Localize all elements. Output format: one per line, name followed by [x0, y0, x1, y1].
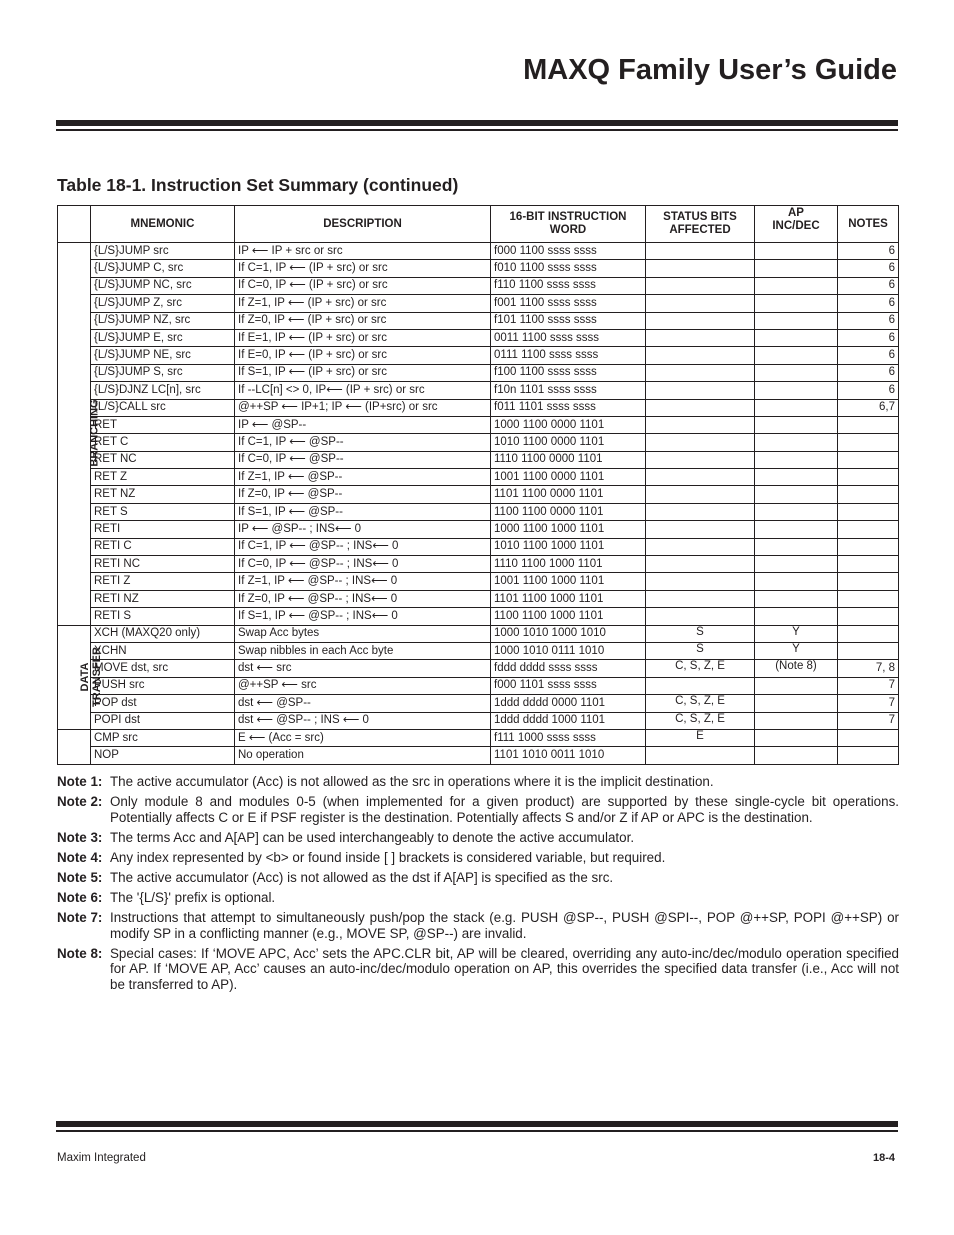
- cell-mnemonic: CMP src: [91, 729, 235, 746]
- footer-rule-thick: [56, 1121, 898, 1127]
- cell-status-bits: S: [646, 642, 755, 659]
- cell-mnemonic: PUSH src: [91, 677, 235, 694]
- cell-status-bits: [646, 329, 755, 346]
- header-rule-thick: [56, 120, 898, 126]
- table-row: [58, 451, 899, 468]
- cell-instruction-word: 1ddd dddd 0000 1101: [491, 695, 646, 712]
- cell-notes: 7: [838, 677, 899, 694]
- note-text: The active accumulator (Acc) is not allowed as the dst if A[AP] is specified as the src.: [110, 869, 614, 885]
- cell-ap-inc-dec: [755, 729, 838, 746]
- cell-mnemonic: RETI NC: [91, 556, 235, 573]
- cell-description: If S=1, IP ⟵ (IP + src) or src: [235, 364, 491, 381]
- cell-status-bits: [646, 312, 755, 329]
- cell-ap-inc-dec: [755, 243, 838, 260]
- cell-description: If Z=0, IP ⟵ (IP + src) or src: [235, 312, 491, 329]
- column-header-word-line2: WORD: [549, 224, 587, 236]
- cell-notes: [838, 556, 899, 573]
- cell-mnemonic: RET NC: [91, 451, 235, 468]
- cell-instruction-word: 1000 1010 1000 1010: [491, 625, 646, 642]
- group-label-data-transfer-line1: DATA: [78, 662, 91, 692]
- cell-description: If --LC[n] <> 0, IP⟵ (IP + src) or src: [235, 382, 491, 399]
- group-label-branching: BRANCHING: [88, 399, 101, 467]
- note-text: The active accumulator (Acc) is not allowed as the src in operations where it is the implicit destination.: [110, 774, 714, 789]
- cell-ap-inc-dec: [755, 556, 838, 573]
- cell-mnemonic: {L/S}JUMP E, src: [91, 329, 235, 346]
- cell-description: If Z=0, IP ⟵ @SP--: [235, 486, 491, 503]
- cell-description: IP ⟵ @SP-- ; INS⟵ 0: [235, 521, 491, 538]
- group-label-data-transfer: [79, 647, 103, 707]
- table-row: [58, 608, 899, 625]
- cell-status-bits: [646, 399, 755, 416]
- table-row: [58, 521, 899, 538]
- note-item: [57, 774, 899, 790]
- cell-notes: 6: [838, 364, 899, 381]
- cell-instruction-word: 1100 1100 0000 1101: [491, 503, 646, 520]
- table-row: [58, 329, 899, 346]
- cell-ap-inc-dec: [755, 364, 838, 381]
- cell-mnemonic: RET S: [91, 503, 235, 520]
- header-rule-thin: [56, 129, 898, 131]
- cell-notes: [838, 503, 899, 520]
- group-label-cell: [58, 625, 103, 729]
- cell-ap-inc-dec: [755, 416, 838, 433]
- cell-ap-inc-dec: [755, 521, 838, 538]
- cell-description: If C=0, IP ⟵ @SP--: [235, 451, 491, 468]
- cell-instruction-word: f101 1100 ssss ssss: [491, 312, 646, 329]
- cell-status-bits: C, S, Z, E: [646, 695, 755, 712]
- cell-ap-inc-dec: [755, 347, 838, 364]
- cell-notes: 6: [838, 347, 899, 364]
- cell-notes: [838, 590, 899, 607]
- cell-ap-inc-dec: [755, 277, 838, 294]
- cell-notes: 7, 8: [838, 660, 899, 677]
- cell-ap-inc-dec: [755, 295, 838, 312]
- cell-status-bits: [646, 486, 755, 503]
- cell-notes: [838, 434, 899, 451]
- cell-instruction-word: fddd dddd ssss ssss: [491, 660, 646, 677]
- cell-notes: [838, 747, 899, 764]
- table-row: [58, 486, 899, 503]
- cell-mnemonic: XCHN: [91, 642, 235, 659]
- table-row: [58, 364, 899, 381]
- cell-ap-inc-dec: [755, 434, 838, 451]
- table-row: [58, 399, 899, 416]
- cell-ap-inc-dec: [755, 503, 838, 520]
- cell-mnemonic: RETI NZ: [91, 590, 235, 607]
- column-header-ap-line1: AP: [788, 207, 804, 219]
- group-header: [58, 206, 91, 243]
- cell-status-bits: [646, 416, 755, 433]
- cell-ap-inc-dec: [755, 382, 838, 399]
- note-item: [57, 794, 899, 825]
- table-row: [58, 416, 899, 433]
- cell-status-bits: [646, 277, 755, 294]
- cell-instruction-word: 1010 1100 1000 1101: [491, 538, 646, 555]
- note-item: [57, 870, 899, 886]
- cell-ap-inc-dec: [755, 608, 838, 625]
- cell-mnemonic: RETI: [91, 521, 235, 538]
- cell-instruction-word: f111 1000 ssss ssss: [491, 729, 646, 746]
- cell-instruction-word: 1101 1100 1000 1101: [491, 590, 646, 607]
- cell-description: @++SP ⟵ src: [235, 677, 491, 694]
- table-row: [58, 312, 899, 329]
- table-row: [58, 660, 899, 677]
- cell-description: IP ⟵ @SP--: [235, 416, 491, 433]
- cell-instruction-word: 1101 1100 0000 1101: [491, 486, 646, 503]
- cell-description: If E=1, IP ⟵ (IP + src) or src: [235, 329, 491, 346]
- note-item: [57, 830, 899, 846]
- note-label: Note 2:: [57, 794, 103, 810]
- cell-status-bits: [646, 243, 755, 260]
- cell-description: dst ⟵ src: [235, 660, 491, 677]
- cell-ap-inc-dec: (Note 8): [755, 660, 838, 677]
- cell-ap-inc-dec: [755, 712, 838, 729]
- note-item: [57, 910, 899, 941]
- cell-instruction-word: f001 1100 ssss ssss: [491, 295, 646, 312]
- table-row: [58, 503, 899, 520]
- group-label-data-transfer-line2: TRANSFER: [90, 646, 103, 707]
- cell-ap-inc-dec: Y: [755, 642, 838, 659]
- group-label-cell: [58, 729, 91, 764]
- cell-notes: 6: [838, 382, 899, 399]
- cell-description: @++SP ⟵ IP+1; IP ⟵ (IP+src) or src: [235, 399, 491, 416]
- cell-ap-inc-dec: [755, 573, 838, 590]
- cell-notes: [838, 521, 899, 538]
- cell-notes: 6: [838, 295, 899, 312]
- cell-description: E ⟵ (Acc = src): [235, 729, 491, 746]
- cell-status-bits: [646, 451, 755, 468]
- note-item: [57, 850, 899, 866]
- cell-description: If Z=0, IP ⟵ @SP-- ; INS⟵ 0: [235, 590, 491, 607]
- cell-status-bits: S: [646, 625, 755, 642]
- note-text: Special cases: If ‘MOVE APC, Acc’ sets the APC.CLR bit, AP will be cleared, overriding any auto-inc/dec/modulo operation specified for AP. If ‘MOVE AP, Acc’ causes an auto-inc/dec/modulo operation on AP, this overrides the specified data transfer (i.e., Acc will not be transferred to AP).: [110, 945, 899, 992]
- cell-ap-inc-dec: [755, 486, 838, 503]
- cell-instruction-word: 1010 1100 0000 1101: [491, 434, 646, 451]
- cell-status-bits: [646, 538, 755, 555]
- cell-mnemonic: RETI C: [91, 538, 235, 555]
- table-row: [58, 538, 899, 555]
- table-header-row: [58, 206, 899, 243]
- note-item: [57, 890, 899, 906]
- cell-status-bits: [646, 608, 755, 625]
- cell-description: dst ⟵ @SP--: [235, 695, 491, 712]
- table-row: [58, 469, 899, 486]
- cell-instruction-word: f10n 1101 ssss ssss: [491, 382, 646, 399]
- table-body: [58, 243, 899, 765]
- cell-mnemonic: XCH (MAXQ20 only): [91, 625, 235, 642]
- cell-instruction-word: 1100 1100 1000 1101: [491, 608, 646, 625]
- cell-mnemonic: {L/S}JUMP NE, src: [91, 347, 235, 364]
- cell-notes: 7: [838, 695, 899, 712]
- cell-description: If Z=1, IP ⟵ @SP--: [235, 469, 491, 486]
- cell-instruction-word: 1101 1010 0011 1010: [491, 747, 646, 764]
- table-row: [58, 625, 899, 642]
- column-header-status-line2: AFFECTED: [669, 224, 731, 236]
- table-row: [58, 573, 899, 590]
- cell-instruction-word: f011 1101 ssss ssss: [491, 399, 646, 416]
- page-title: MAXQ Family User’s Guide: [523, 54, 897, 86]
- cell-instruction-word: f100 1100 ssss ssss: [491, 364, 646, 381]
- cell-instruction-word: 1ddd dddd 1000 1101: [491, 712, 646, 729]
- cell-status-bits: [646, 434, 755, 451]
- note-text: Only module 8 and modules 0-5 (when implemented for a given product) are supported by these single-cycle bit operations. Potentially affects C or E if PSF register is the destination. Potentially affects S and/or Z if AP or APC is the destination.: [110, 794, 899, 825]
- note-label: Note 5:: [57, 869, 103, 885]
- cell-notes: [838, 486, 899, 503]
- footer-company: Maxim Integrated: [57, 1152, 146, 1164]
- table-row: [58, 729, 899, 746]
- cell-status-bits: [646, 556, 755, 573]
- cell-mnemonic: {L/S}JUMP S, src: [91, 364, 235, 381]
- table-row: [58, 590, 899, 607]
- table-row: [58, 695, 899, 712]
- cell-instruction-word: 1000 1100 0000 1101: [491, 416, 646, 433]
- table-row: [58, 712, 899, 729]
- cell-status-bits: [646, 677, 755, 694]
- column-header-ap-line2: INC/DEC: [772, 220, 820, 232]
- table-row: [58, 556, 899, 573]
- note-label: Note 8:: [57, 945, 103, 961]
- table-caption: Table 18-1. Instruction Set Summary (continued): [57, 175, 459, 195]
- table-row: [58, 295, 899, 312]
- cell-instruction-word: f000 1101 ssss ssss: [491, 677, 646, 694]
- cell-description: dst ⟵ @SP-- ; INS ⟵ 0: [235, 712, 491, 729]
- cell-notes: 7: [838, 712, 899, 729]
- cell-instruction-word: 1110 1100 0000 1101: [491, 451, 646, 468]
- table-row: [58, 260, 899, 277]
- cell-status-bits: [646, 295, 755, 312]
- cell-description: If Z=1, IP ⟵ (IP + src) or src: [235, 295, 491, 312]
- table-row: [58, 347, 899, 364]
- cell-status-bits: [646, 364, 755, 381]
- cell-status-bits: [646, 382, 755, 399]
- note-label: Note 1:: [57, 774, 103, 789]
- cell-description: If S=1, IP ⟵ @SP--: [235, 503, 491, 520]
- note-text: Instructions that attempt to simultaneously push/pop the stack (e.g. PUSH @SP--, PUSH @SPI--, POP @++SP, POPI @++SP) or modify SP in a conflicting manner (e.g., MOVE SP, @SP--) are invalid.: [110, 910, 899, 941]
- cell-status-bits: [646, 503, 755, 520]
- cell-notes: [838, 573, 899, 590]
- cell-notes: 6: [838, 277, 899, 294]
- cell-ap-inc-dec: [755, 747, 838, 764]
- note-label: Note 3:: [57, 829, 103, 845]
- cell-notes: [838, 608, 899, 625]
- cell-mnemonic: {L/S}JUMP NZ, src: [91, 312, 235, 329]
- cell-ap-inc-dec: [755, 695, 838, 712]
- cell-notes: [838, 642, 899, 659]
- cell-status-bits: [646, 590, 755, 607]
- cell-notes: [838, 451, 899, 468]
- cell-mnemonic: RET Z: [91, 469, 235, 486]
- cell-status-bits: [646, 260, 755, 277]
- column-header-notes: NOTES: [838, 206, 899, 243]
- cell-notes: [838, 625, 899, 642]
- table-row: [58, 642, 899, 659]
- cell-notes: [838, 416, 899, 433]
- cell-notes: [838, 469, 899, 486]
- column-header-word-line1: 16-BIT INSTRUCTION: [509, 211, 627, 223]
- cell-mnemonic: {L/S}JUMP Z, src: [91, 295, 235, 312]
- cell-description: If Z=1, IP ⟵ @SP-- ; INS⟵ 0: [235, 573, 491, 590]
- cell-status-bits: [646, 573, 755, 590]
- cell-description: If C=0, IP ⟵ @SP-- ; INS⟵ 0: [235, 556, 491, 573]
- table-row: [58, 243, 899, 260]
- cell-instruction-word: f000 1100 ssss ssss: [491, 243, 646, 260]
- footer-page-number: 18-4: [872, 1152, 895, 1164]
- cell-mnemonic: RETI S: [91, 608, 235, 625]
- cell-instruction-word: 0111 1100 ssss ssss: [491, 347, 646, 364]
- cell-description: No operation: [235, 747, 491, 764]
- table-row: [58, 747, 899, 764]
- cell-instruction-word: f110 1100 ssss ssss: [491, 277, 646, 294]
- note-text: Any index represented by <b> or found inside [ ] brackets is considered variable, but required.: [110, 849, 666, 865]
- cell-ap-inc-dec: [755, 312, 838, 329]
- cell-mnemonic: {L/S}JUMP C, src: [91, 260, 235, 277]
- cell-notes: 6,7: [838, 399, 899, 416]
- cell-ap-inc-dec: [755, 399, 838, 416]
- note-label: Note 6:: [57, 889, 103, 905]
- cell-ap-inc-dec: Y: [755, 625, 838, 642]
- cell-ap-inc-dec: [755, 677, 838, 694]
- cell-ap-inc-dec: [755, 469, 838, 486]
- cell-description: Swap Acc bytes: [235, 625, 491, 642]
- cell-description: If C=1, IP ⟵ @SP-- ; INS⟵ 0: [235, 538, 491, 555]
- cell-status-bits: [646, 347, 755, 364]
- cell-instruction-word: f010 1100 ssss ssss: [491, 260, 646, 277]
- table-row: [58, 677, 899, 694]
- column-header-mnemonic: MNEMONIC: [91, 206, 235, 243]
- note-text: The '{L/S}' prefix is optional.: [110, 889, 276, 905]
- column-header-description: DESCRIPTION: [235, 206, 491, 243]
- footer-rule-thin: [56, 1130, 898, 1132]
- cell-status-bits: [646, 747, 755, 764]
- cell-description: If C=1, IP ⟵ (IP + src) or src: [235, 260, 491, 277]
- cell-mnemonic: NOP: [91, 747, 235, 764]
- cell-status-bits: C, S, Z, E: [646, 660, 755, 677]
- cell-mnemonic: RET NZ: [91, 486, 235, 503]
- cell-mnemonic: RET: [91, 416, 235, 433]
- cell-mnemonic: {L/S}CALL src: [91, 399, 235, 416]
- cell-mnemonic: {L/S}DJNZ LC[n], src: [91, 382, 235, 399]
- column-header-status-line1: STATUS BITS: [663, 211, 737, 223]
- cell-mnemonic: {L/S}JUMP NC, src: [91, 277, 235, 294]
- table-row: [58, 434, 899, 451]
- table-row: [58, 277, 899, 294]
- cell-description: Swap nibbles in each Acc byte: [235, 642, 491, 659]
- note-label: Note 7:: [57, 910, 103, 926]
- cell-instruction-word: 1001 1100 0000 1101: [491, 469, 646, 486]
- cell-mnemonic: RETI Z: [91, 573, 235, 590]
- cell-notes: 6: [838, 260, 899, 277]
- column-header-word: [491, 206, 646, 243]
- cell-instruction-word: 1000 1010 0111 1010: [491, 642, 646, 659]
- note-text: The terms Acc and A[AP] can be used interchangeably to denote the active accumulator.: [110, 829, 635, 845]
- cell-ap-inc-dec: [755, 329, 838, 346]
- cell-description: If E=0, IP ⟵ (IP + src) or src: [235, 347, 491, 364]
- cell-notes: 6: [838, 329, 899, 346]
- instruction-set-table: [57, 205, 899, 765]
- cell-notes: [838, 538, 899, 555]
- note-label: Note 4:: [57, 849, 103, 865]
- cell-notes: [838, 729, 899, 746]
- cell-mnemonic: {L/S}JUMP src: [91, 243, 235, 260]
- note-item: [57, 946, 899, 993]
- cell-mnemonic: POP dst: [91, 695, 235, 712]
- cell-status-bits: C, S, Z, E: [646, 712, 755, 729]
- cell-instruction-word: 1001 1100 1000 1101: [491, 573, 646, 590]
- cell-status-bits: E: [646, 729, 755, 746]
- group-label-cell: [58, 243, 101, 626]
- cell-ap-inc-dec: [755, 451, 838, 468]
- column-header-status: [646, 206, 755, 243]
- cell-mnemonic: POPI dst: [91, 712, 235, 729]
- cell-ap-inc-dec: [755, 590, 838, 607]
- cell-instruction-word: 0011 1100 ssss ssss: [491, 329, 646, 346]
- table-row: [58, 382, 899, 399]
- cell-description: If C=0, IP ⟵ (IP + src) or src: [235, 277, 491, 294]
- cell-status-bits: [646, 469, 755, 486]
- cell-mnemonic: RET C: [91, 434, 235, 451]
- cell-instruction-word: 1110 1100 1000 1101: [491, 556, 646, 573]
- cell-ap-inc-dec: [755, 538, 838, 555]
- cell-notes: 6: [838, 243, 899, 260]
- cell-description: If S=1, IP ⟵ @SP-- ; INS⟵ 0: [235, 608, 491, 625]
- cell-description: IP ⟵ IP + src or src: [235, 243, 491, 260]
- column-header-ap: [755, 206, 838, 243]
- notes-section: [57, 774, 899, 997]
- cell-description: If C=1, IP ⟵ @SP--: [235, 434, 491, 451]
- cell-notes: 6: [838, 312, 899, 329]
- cell-instruction-word: 1000 1100 1000 1101: [491, 521, 646, 538]
- cell-status-bits: [646, 521, 755, 538]
- cell-ap-inc-dec: [755, 260, 838, 277]
- cell-mnemonic: MOVE dst, src: [91, 660, 235, 677]
